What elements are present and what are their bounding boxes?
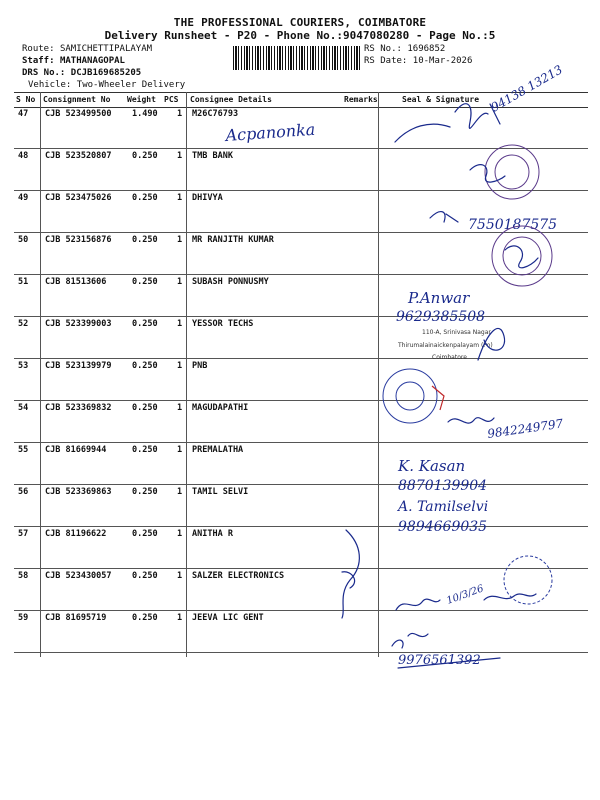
cell-pcs: 1 (177, 613, 183, 623)
cell-sno: 50 (18, 235, 29, 245)
cell-pcs: 1 (177, 235, 183, 245)
cell-sno: 55 (18, 445, 29, 455)
cell-sno: 58 (18, 571, 29, 581)
cell-sno: 48 (18, 151, 29, 161)
cell-pcs: 1 (177, 445, 183, 455)
cell-pcs: 1 (177, 361, 183, 371)
handwritten-phone: 94138 13213 (488, 62, 565, 115)
cell-sno: 49 (18, 193, 29, 203)
drs-line (22, 67, 141, 79)
cell-weight: 0.250 (132, 529, 158, 539)
handwritten-phone: 8870139904 (398, 478, 488, 494)
table-row (14, 190, 588, 233)
handwritten-phone: 9629385508 (396, 309, 486, 325)
cell-sno: 54 (18, 403, 29, 413)
stamp-address-3: Coimbatore (432, 354, 467, 361)
col-pcs: PCS (164, 95, 179, 104)
cell-consignment: CJB 523499500 (45, 109, 112, 119)
table-row (14, 232, 588, 275)
runsheet-subtitle: Delivery Runsheet - P20 - Phone No.:9047080280 - Page No.:5 (104, 29, 496, 42)
col-consignment: Consignment No (43, 95, 111, 104)
barcode (233, 46, 361, 70)
vehicle-line (28, 79, 185, 91)
cell-consignee: MR RANJITH KUMAR (192, 235, 274, 245)
cell-consignee: SALZER ELECTRONICS (192, 571, 285, 581)
table-row (14, 484, 588, 527)
table-row (14, 568, 588, 611)
table-row (14, 148, 588, 191)
cell-sno: 59 (18, 613, 29, 623)
cell-pcs: 1 (177, 571, 183, 581)
cell-weight: 0.250 (132, 445, 158, 455)
cell-consignee: TMB BANK (192, 151, 233, 161)
cell-consignment: CJB 81196622 (45, 529, 107, 539)
cell-sno: 56 (18, 487, 29, 497)
handwritten-phone: 9842249797 (486, 416, 565, 441)
stamp-address-2: Thirumalainaickenpalayam (Po) (398, 342, 493, 349)
cell-pcs: 1 (177, 151, 183, 161)
rs-no-value: 1696852 (407, 44, 446, 54)
cell-consignment: CJB 523430057 (45, 571, 112, 581)
handwritten-name: A. Tamilselvi (398, 499, 489, 515)
cell-weight: 0.250 (132, 277, 158, 287)
cell-weight: 0.250 (132, 361, 158, 371)
company-title: THE PROFESSIONAL COURIERS, COIMBATORE (173, 16, 427, 29)
cell-sno: 51 (18, 277, 29, 287)
handwritten-note: 10/3/26 (445, 583, 486, 607)
cell-consignment: CJB 523156876 (45, 235, 112, 245)
cell-consignee: DHIVYA (192, 193, 223, 203)
stamp-address-1: 110-A, Srinivasa Nagar (422, 329, 491, 336)
cell-weight: 0.250 (132, 235, 158, 245)
cell-consignee: ANITHA R (192, 529, 233, 539)
cell-pcs: 1 (177, 109, 183, 119)
cell-consignment: CJB 81669944 (45, 445, 107, 455)
col-sno: S No (16, 95, 36, 104)
route-value: SAMICHETTIPALAYAM (59, 44, 153, 54)
cell-weight: 0.250 (132, 403, 158, 413)
staff-value: MATHANAGOPAL (59, 56, 125, 66)
column-divider (40, 92, 41, 657)
drs-label: DRS No.: (22, 68, 66, 78)
table-row (14, 274, 588, 317)
rs-no-label: RS No.: (364, 44, 402, 54)
drs-value: DCJB169685205 (70, 68, 142, 78)
cell-weight: 0.250 (132, 487, 158, 497)
staff-line (22, 55, 125, 67)
col-consignee: Consignee Details (190, 95, 272, 104)
cell-sno: 52 (18, 319, 29, 329)
cell-consignee: PNB (192, 361, 208, 371)
cell-pcs: 1 (177, 277, 183, 287)
vehicle-value: Two-Wheeler Delivery (76, 80, 186, 90)
cell-consignment: CJB 523475026 (45, 193, 112, 203)
rs-date-label: RS Date: (364, 56, 408, 66)
column-divider (186, 92, 187, 657)
cell-weight: 0.250 (132, 319, 158, 329)
cell-weight: 0.250 (132, 613, 158, 623)
table-row (14, 526, 588, 569)
cell-sno: 53 (18, 361, 29, 371)
cell-sno: 57 (18, 529, 29, 539)
handwritten-phone: 9976561392 (398, 653, 481, 668)
cell-consignee: MAGUDAPATHI (192, 403, 249, 413)
cell-consignee: SUBASH PONNUSMY (192, 277, 269, 287)
cell-consignment: CJB 81513606 (45, 277, 107, 287)
cell-consignee: JEEVA LIC GENT (192, 613, 264, 623)
cell-weight: 0.250 (132, 151, 158, 161)
staff-label: Staff: (22, 56, 55, 66)
vehicle-label: Vehicle: (28, 80, 72, 90)
cell-consignment: CJB 523139979 (45, 361, 112, 371)
table-row (14, 610, 588, 653)
col-remarks: Remarks (344, 95, 378, 104)
handwritten-phone: 7550187575 (468, 217, 558, 233)
route-label: Route: (22, 44, 55, 54)
cell-consignee: TAMIL SELVI (192, 487, 249, 497)
col-seal: Seal & Signature (402, 95, 480, 104)
route-line (22, 43, 152, 55)
cell-pcs: 1 (177, 529, 183, 539)
handwritten-name: K. Kasan (398, 457, 466, 475)
col-weight: Weight (127, 95, 156, 104)
cell-consignment: CJB 523369832 (45, 403, 112, 413)
table-row (14, 400, 588, 443)
table-row (14, 106, 588, 149)
cell-consignment: CJB 523520807 (45, 151, 112, 161)
cell-consignment: CJB 523369863 (45, 487, 112, 497)
cell-consignee: YESSOR TECHS (192, 319, 254, 329)
rs-no-line (364, 43, 445, 55)
handwritten-name: Acpanonka (224, 119, 316, 145)
cell-pcs: 1 (177, 403, 183, 413)
rs-date-value: 10-Mar-2026 (412, 56, 473, 66)
cell-consignment: CJB 523399003 (45, 319, 112, 329)
cell-weight: 1.490 (132, 109, 158, 119)
table-row (14, 316, 588, 359)
cell-sno: 47 (18, 109, 29, 119)
column-divider (378, 92, 379, 657)
cell-pcs: 1 (177, 319, 183, 329)
cell-pcs: 1 (177, 487, 183, 497)
handwritten-phone: 9894669035 (398, 519, 488, 535)
cell-consignee: PREMALATHA (192, 445, 244, 455)
handwritten-name: P.Anwar (408, 289, 470, 307)
cell-weight: 0.250 (132, 571, 158, 581)
table-row (14, 358, 588, 401)
cell-pcs: 1 (177, 193, 183, 203)
table-row (14, 442, 588, 485)
cell-weight: 0.250 (132, 193, 158, 203)
cell-consignee: M26C76793 (192, 109, 239, 119)
rs-date-line (364, 55, 472, 67)
cell-consignment: CJB 81695719 (45, 613, 107, 623)
